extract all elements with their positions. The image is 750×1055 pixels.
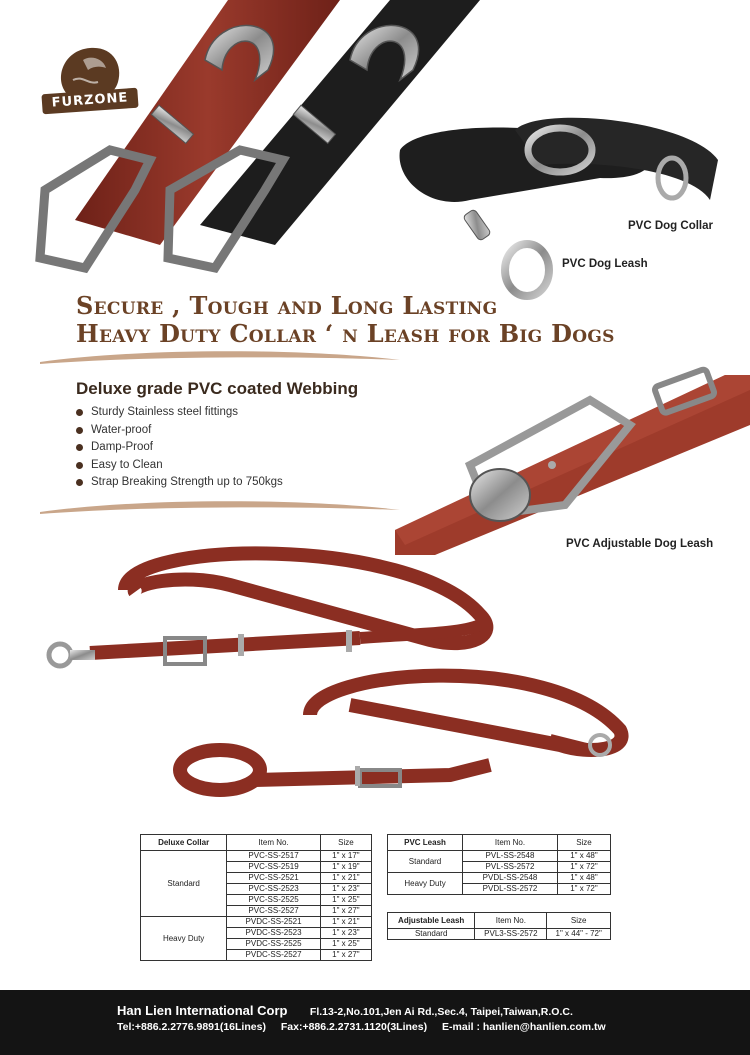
feature-item: Damp-Proof <box>76 439 283 457</box>
feature-item: Sturdy Stainless steel fittings <box>76 404 283 422</box>
fax: Fax:+886.2.2731.1120(3Lines) <box>280 1021 428 1033</box>
decorative-swoosh-top <box>40 350 400 368</box>
table-header: Adjustable Leash <box>388 913 475 929</box>
bullet-icon <box>76 409 83 416</box>
table-header: PVC Leash <box>388 835 463 851</box>
label-pvc-adjustable-dog-leash: PVC Adjustable Dog Leash <box>566 538 714 550</box>
product-photo-adjustable-buckle <box>395 355 750 555</box>
table-row: Heavy Duty PVDC-SS-2521 1" x 21" <box>141 917 372 928</box>
company-name: Han Lien International Corp <box>117 1003 288 1018</box>
table-row: Heavy Duty PVDL-SS-2548 1" x 48" <box>388 873 611 884</box>
table-group-label: Heavy Duty <box>388 873 463 895</box>
label-pvc-dog-collar: PVC Dog Collar <box>628 220 713 232</box>
table-header: Item No. <box>475 913 547 929</box>
table-pvc-leash <box>387 834 611 895</box>
headline-line-1: Secure , Tough and Long Lasting <box>76 291 498 320</box>
table-adjustable-leash <box>387 912 611 940</box>
bullet-icon <box>76 444 83 451</box>
table-header: Size <box>557 835 610 851</box>
headline-line-2: Heavy Duty Collar ‘ n Leash for Big Dogs <box>76 319 615 348</box>
table-header: Size <box>547 913 611 929</box>
table-row: Standard PVL-SS-2548 1" x 48" <box>388 851 611 862</box>
table-group-label: Standard <box>141 851 227 917</box>
table-deluxe-collar <box>140 834 372 961</box>
table-row: Standard PVC-SS-2517 1" x 17" <box>141 851 372 862</box>
table-row: PVC-SS-2527 1" x 27" <box>141 906 372 917</box>
table-header: Deluxe Collar <box>141 835 227 851</box>
table-row: PVC-SS-2519 1" x 19" <box>141 862 372 873</box>
feature-item: Strap Breaking Strength up to 750kgs <box>76 474 283 492</box>
table-row: PVL-SS-2572 1" x 72" <box>388 862 611 873</box>
table-row: PVDC-SS-2523 1" x 23" <box>141 928 372 939</box>
table-header: Size <box>320 835 371 851</box>
subhead: Deluxe grade PVC coated Webbing <box>76 379 359 398</box>
table-row: PVDL-SS-2572 1" x 72" <box>388 884 611 895</box>
decorative-swoosh-bottom <box>40 500 400 518</box>
feature-item: Water-proof <box>76 422 283 440</box>
table-row: PVC-SS-2523 1" x 23" <box>141 884 372 895</box>
bullet-icon <box>76 479 83 486</box>
product-photo-leashes <box>30 530 650 830</box>
company-address: Fl.13-2,No.101,Jen Ai Rd.,Sec.4, Taipei,Taiwan,R.O.C. <box>309 1006 573 1018</box>
table-row: PVC-SS-2521 1" x 21" <box>141 873 372 884</box>
table-row: PVC-SS-2525 1" x 25" <box>141 895 372 906</box>
email-link[interactable]: E-mail : hanlien@hanlien.com.tw <box>442 1021 606 1033</box>
telephone: Tel:+886.2.2776.9891(16Lines) <box>117 1021 266 1033</box>
table-row: Standard PVL3-SS-2572 1" x 44" - 72" <box>388 929 611 940</box>
table-group-label: Heavy Duty <box>141 917 227 961</box>
feature-list <box>76 404 283 492</box>
leash-snap-hook <box>505 244 549 296</box>
table-group-label: Standard <box>388 851 463 873</box>
table-row: PVDC-SS-2527 1" x 27" <box>141 950 372 961</box>
table-header: Item No. <box>463 835 558 851</box>
label-pvc-dog-leash: PVC Dog Leash <box>562 258 648 270</box>
feature-item: Easy to Clean <box>76 457 283 475</box>
table-row: PVDC-SS-2525 1" x 25" <box>141 939 372 950</box>
footer <box>0 990 750 1055</box>
brand-logo-text: FURZONE <box>41 88 138 115</box>
bullet-icon <box>76 427 83 434</box>
leash-swivel <box>463 209 492 242</box>
table-header: Item No. <box>227 835 321 851</box>
bullet-icon <box>76 462 83 469</box>
